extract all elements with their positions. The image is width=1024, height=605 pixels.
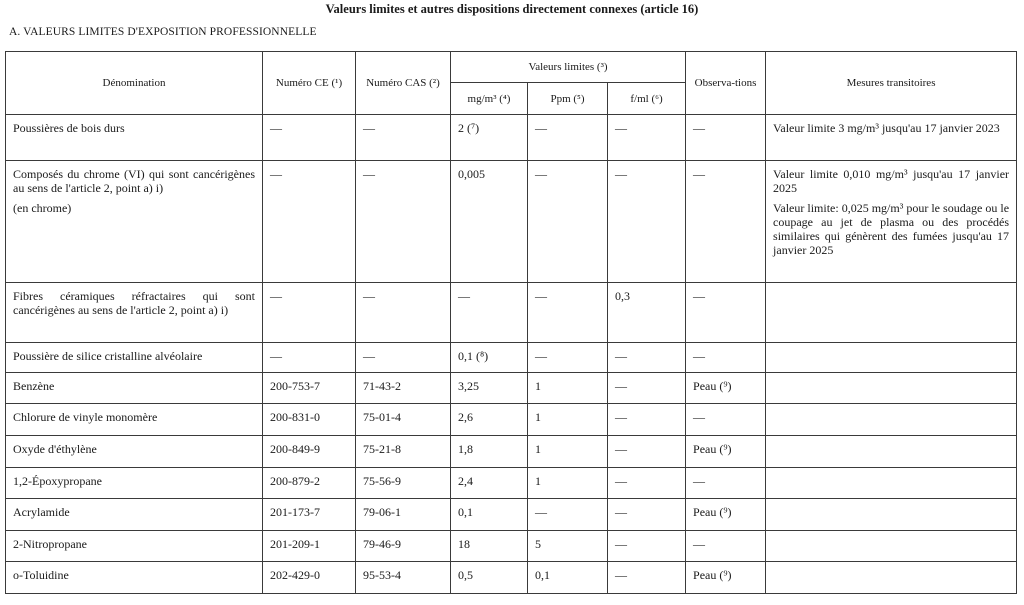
cell-paragraph: Poussière de silice cristalline alvéolaire bbox=[13, 349, 203, 363]
cell-f-ml: 0,3 bbox=[608, 283, 686, 343]
cell-numero-cas: — bbox=[356, 161, 451, 283]
cell-f-ml: — bbox=[608, 468, 686, 499]
table-row bbox=[6, 161, 1017, 283]
cell-paragraph: Acrylamide bbox=[13, 505, 70, 519]
cell-observations: — bbox=[686, 343, 766, 373]
cell-denomination bbox=[6, 343, 263, 373]
cell-numero-cas: 75-56-9 bbox=[356, 468, 451, 499]
cell-numero-cas: 71-43-2 bbox=[356, 373, 451, 404]
cell-paragraph: Valeur limite 3 mg/m³ jusqu'au 17 janvier 2023 bbox=[773, 121, 1000, 135]
cell-numero-ce: — bbox=[263, 343, 356, 373]
cell-paragraph: Chlorure de vinyle monomère bbox=[13, 410, 158, 424]
cell-mg-m3: 18 bbox=[451, 531, 528, 562]
cell-paragraph: o-Toluidine bbox=[13, 568, 69, 582]
cell-numero-ce: 201-209-1 bbox=[263, 531, 356, 562]
table-row bbox=[6, 499, 1017, 531]
cell-observations: Peau (⁹) bbox=[686, 436, 766, 468]
cell-mg-m3: 2,4 bbox=[451, 468, 528, 499]
cell-numero-cas: 75-01-4 bbox=[356, 404, 451, 436]
cell-numero-ce: 200-753-7 bbox=[263, 373, 356, 404]
cell-ppm: — bbox=[528, 343, 608, 373]
table-row bbox=[6, 115, 1017, 161]
cell-denomination bbox=[6, 404, 263, 436]
cell-mesures-transitoires bbox=[766, 161, 1017, 283]
cell-mesures-transitoires bbox=[766, 468, 1017, 499]
header-row bbox=[6, 52, 1017, 83]
cell-mesures-transitoires bbox=[766, 404, 1017, 436]
cell-numero-cas: — bbox=[356, 343, 451, 373]
cell-paragraph: Benzène bbox=[13, 379, 55, 393]
table-row bbox=[6, 531, 1017, 562]
cell-paragraph: Valeur limite: 0,025 mg/m³ pour le soudage ou le coupage au jet de plasma ou des procédés similaires qui génèrent des fumées jusqu'au 17 janvier 2025 bbox=[773, 201, 1010, 257]
cell-mesures-transitoires bbox=[766, 283, 1017, 343]
cell-paragraph: Poussières de bois durs bbox=[13, 121, 125, 135]
cell-f-ml: — bbox=[608, 499, 686, 531]
cell-mesures-transitoires bbox=[766, 562, 1017, 594]
cell-denomination bbox=[6, 499, 263, 531]
cell-paragraph: 1,2-Époxypropane bbox=[13, 474, 102, 488]
table-row bbox=[6, 373, 1017, 404]
cell-denomination bbox=[6, 373, 263, 404]
cell-observations: — bbox=[686, 468, 766, 499]
cell-denomination bbox=[6, 468, 263, 499]
cell-observations: Peau (⁹) bbox=[686, 562, 766, 594]
cell-numero-ce: — bbox=[263, 283, 356, 343]
table-header bbox=[6, 52, 1017, 115]
header-f-ml: f/ml (⁶) bbox=[608, 83, 686, 115]
cell-f-ml: — bbox=[608, 531, 686, 562]
exposure-limits-table bbox=[5, 51, 1017, 594]
cell-ppm: — bbox=[528, 283, 608, 343]
cell-numero-cas: 79-06-1 bbox=[356, 499, 451, 531]
cell-denomination bbox=[6, 531, 263, 562]
table-row bbox=[6, 436, 1017, 468]
cell-mg-m3: 3,25 bbox=[451, 373, 528, 404]
cell-numero-ce: — bbox=[263, 115, 356, 161]
cell-numero-ce: 201-173-7 bbox=[263, 499, 356, 531]
cell-f-ml: — bbox=[608, 436, 686, 468]
cell-ppm: — bbox=[528, 161, 608, 283]
header-observations: Observa-tions bbox=[686, 52, 766, 115]
header-ppm: Ppm (⁵) bbox=[528, 83, 608, 115]
cell-ppm: 1 bbox=[528, 436, 608, 468]
cell-observations: — bbox=[686, 283, 766, 343]
header-mg-m3: mg/m³ (⁴) bbox=[451, 83, 528, 115]
table-row bbox=[6, 283, 1017, 343]
cell-f-ml: — bbox=[608, 562, 686, 594]
cell-mg-m3: 1,8 bbox=[451, 436, 528, 468]
cell-numero-cas: 79-46-9 bbox=[356, 531, 451, 562]
cell-denomination bbox=[6, 161, 263, 283]
cell-paragraph: 2-Nitropropane bbox=[13, 537, 87, 551]
table-row bbox=[6, 343, 1017, 373]
cell-paragraph: Valeur limite 0,010 mg/m³ jusqu'au 17 janvier 2025 bbox=[773, 167, 1010, 195]
cell-observations: Peau (⁹) bbox=[686, 499, 766, 531]
cell-observations: — bbox=[686, 115, 766, 161]
cell-ppm: 1 bbox=[528, 468, 608, 499]
cell-mesures-transitoires bbox=[766, 499, 1017, 531]
cell-denomination bbox=[6, 115, 263, 161]
cell-mg-m3: 0,005 bbox=[451, 161, 528, 283]
table-row bbox=[6, 468, 1017, 499]
cell-numero-ce: — bbox=[263, 161, 356, 283]
cell-ppm: — bbox=[528, 499, 608, 531]
cell-mg-m3: 0,5 bbox=[451, 562, 528, 594]
cell-mesures-transitoires bbox=[766, 436, 1017, 468]
cell-numero-cas: 95-53-4 bbox=[356, 562, 451, 594]
cell-ppm: 1 bbox=[528, 373, 608, 404]
cell-paragraph: Composés du chrome (VI) qui sont cancérigènes au sens de l'article 2, point a) i) bbox=[13, 167, 255, 195]
cell-numero-cas: 75-21-8 bbox=[356, 436, 451, 468]
table-row bbox=[6, 562, 1017, 594]
cell-mg-m3: 0,1 (⁸) bbox=[451, 343, 528, 373]
cell-mg-m3: 2,6 bbox=[451, 404, 528, 436]
cell-mg-m3: 0,1 bbox=[451, 499, 528, 531]
table-row bbox=[6, 404, 1017, 436]
cell-mesures-transitoires bbox=[766, 531, 1017, 562]
cell-f-ml: — bbox=[608, 161, 686, 283]
header-numero-ce: Numéro CE (¹) bbox=[263, 52, 356, 115]
cell-mg-m3: — bbox=[451, 283, 528, 343]
header-numero-cas: Numéro CAS (²) bbox=[356, 52, 451, 115]
header-valeurs-limites: Valeurs limites (³) bbox=[451, 52, 686, 83]
cell-numero-ce: 200-849-9 bbox=[263, 436, 356, 468]
cell-f-ml: — bbox=[608, 404, 686, 436]
cell-denomination bbox=[6, 436, 263, 468]
cell-numero-ce: 200-831-0 bbox=[263, 404, 356, 436]
cell-denomination bbox=[6, 283, 263, 343]
cell-numero-cas: — bbox=[356, 283, 451, 343]
cell-f-ml: — bbox=[608, 343, 686, 373]
cell-paragraph: Fibres céramiques réfractaires qui sont cancérigènes au sens de l'article 2, point a) i) bbox=[13, 289, 255, 317]
cell-denomination bbox=[6, 562, 263, 594]
cell-numero-ce: 200-879-2 bbox=[263, 468, 356, 499]
cell-mesures-transitoires bbox=[766, 115, 1017, 161]
cell-ppm: 5 bbox=[528, 531, 608, 562]
cell-f-ml: — bbox=[608, 373, 686, 404]
header-mesures-transitoires: Mesures transitoires bbox=[766, 52, 1017, 115]
cell-observations: — bbox=[686, 531, 766, 562]
cell-ppm: 0,1 bbox=[528, 562, 608, 594]
cell-mesures-transitoires bbox=[766, 373, 1017, 404]
cell-paragraph: Oxyde d'éthylène bbox=[13, 442, 97, 456]
cell-observations: — bbox=[686, 161, 766, 283]
cell-numero-ce: 202-429-0 bbox=[263, 562, 356, 594]
cell-numero-cas: — bbox=[356, 115, 451, 161]
cell-f-ml: — bbox=[608, 115, 686, 161]
cell-observations: — bbox=[686, 404, 766, 436]
cell-observations: Peau (⁹) bbox=[686, 373, 766, 404]
section-heading: A. VALEURS LIMITES D'EXPOSITION PROFESSIONNELLE bbox=[9, 26, 317, 38]
header-denomination: Dénomination bbox=[6, 52, 263, 115]
document-title: Valeurs limites et autres dispositions directement connexes (article 16) bbox=[325, 2, 699, 16]
cell-paragraph: (en chrome) bbox=[13, 201, 72, 215]
cell-mesures-transitoires bbox=[766, 343, 1017, 373]
cell-ppm: 1 bbox=[528, 404, 608, 436]
cell-mg-m3: 2 (⁷) bbox=[451, 115, 528, 161]
table-body bbox=[6, 115, 1017, 594]
cell-ppm: — bbox=[528, 115, 608, 161]
